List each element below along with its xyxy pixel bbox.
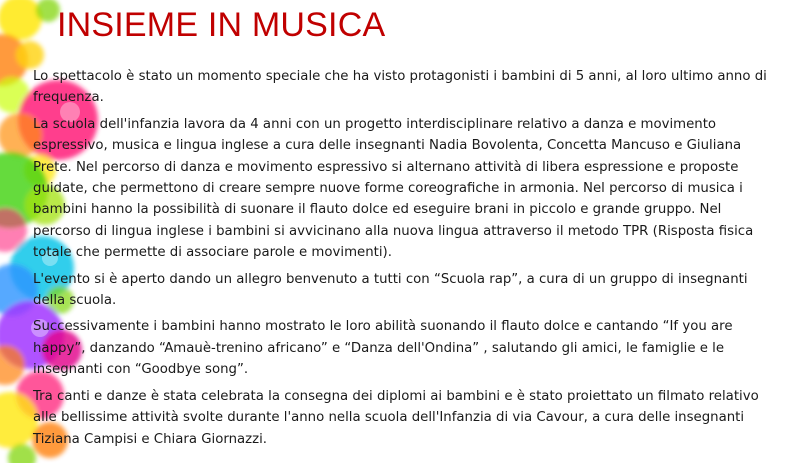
paragraph-performances: Successivamente i bambini hanno mostrato le loro abilità suonando il flauto dolce e cantando “If you are happy”, danzando “Amauè-trenino africano” e “Danza dell'Ondina” , salutando gli amici, le famiglie e le insegnanti con “Goodbye song”. [33, 319, 733, 378]
paragraph-project: La scuola dell'infanzia lavora da 4 anni con un progetto interdisciplinare relativo a danza e movimento espressivo, musica e lingua inglese a cura delle insegnanti Nadia Bovolenta, Concetta Mancuso e Giuliana Prete. Nel percorso di danza e movimento espressivo si alternano attività di libera espressione e proposte guidate, che permettono di creare sempre nuove forme coreografiche in armonia. Nel percorso di musica i bambini hanno la possibilità di suonare il flauto dolce ed eseguire brani in piccolo e grande gruppo. Nel percorso di lingua inglese i bambini si avvicinano alla nuova lingua attraverso il metodo TPR (Risposta fisica totale che permette di associare parole e movimenti). [33, 116, 754, 261]
slide-body [33, 66, 778, 455]
paragraph-diplomas: Tra canti e danze è stata celebrata la consegna dei diplomi ai bambini e è stato proiettato un filmato relativo alle bellissime attività svolte durante l'anno nella scuola dell'Infanzia di via Cavour, a cura delle insegnanti Tiziana Campisi e Chiara Giornazzi. [33, 388, 759, 447]
slide-title: INSIEME IN MUSICA [57, 6, 386, 44]
paragraph-event-opening: L'evento si è aperto dando un allegro benvenuto a tutti con “Scuola rap”, a cura di un gruppo di insegnanti della scuola. [33, 271, 748, 309]
paragraph-intro: Lo spettacolo è stato un momento speciale che ha visto protagonisti i bambini di 5 anni, al loro ultimo anno di frequenza. [33, 69, 767, 106]
